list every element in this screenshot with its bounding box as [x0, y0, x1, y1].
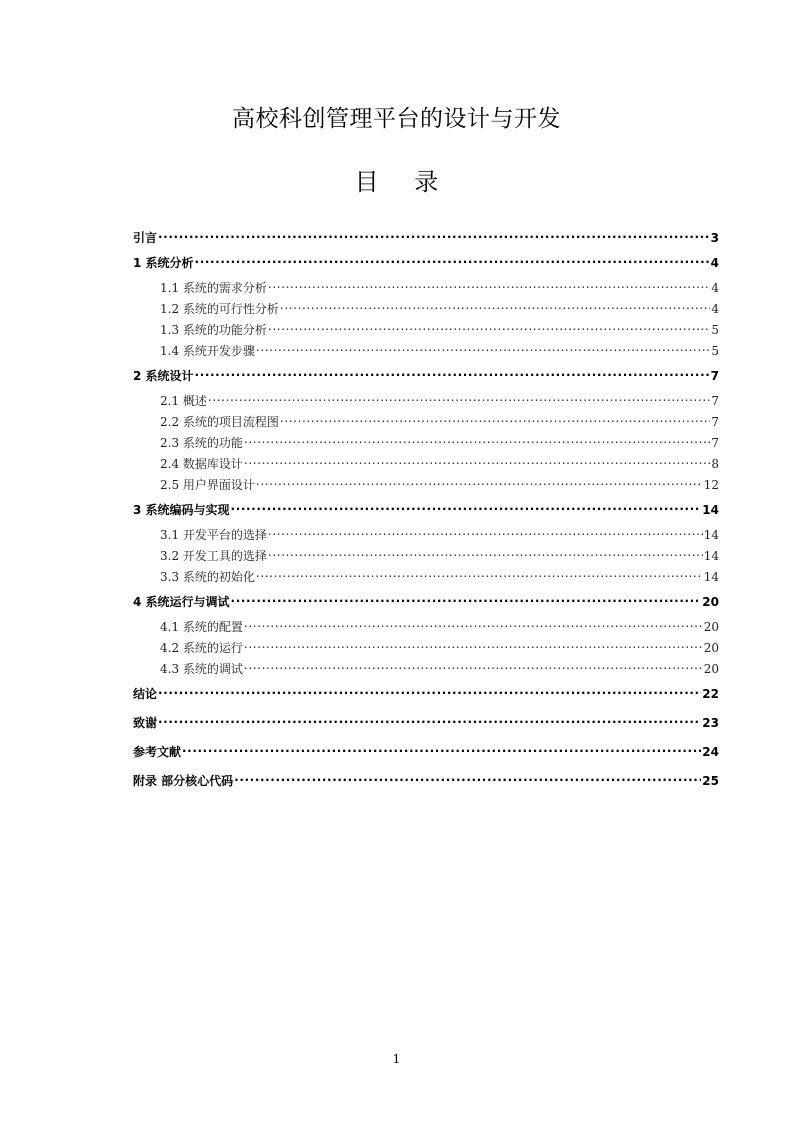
toc-entry-label: 1.2 系统的可行性分析: [160, 302, 279, 316]
toc-entry-label: 3.1 开发平台的选择: [160, 528, 267, 542]
toc-entry-label: 1.3 系统的功能分析: [160, 323, 267, 337]
toc-entry-label: 2.4 数据库设计: [160, 457, 243, 471]
toc-leader-dots: [244, 636, 703, 652]
toc-entry-page: 20: [702, 595, 719, 609]
toc-entry-page: 5: [711, 344, 719, 358]
toc-entry-appendix[interactable]: [133, 769, 719, 788]
toc-entry-page: 22: [702, 687, 719, 701]
toc-leader-dots: [158, 226, 710, 242]
toc-entry-3-1[interactable]: [133, 523, 719, 542]
toc-leader-dots: [208, 389, 710, 405]
toc-entry-label: 2.5 用户界面设计: [160, 478, 255, 492]
toc-entry-conclusion[interactable]: [133, 682, 719, 701]
toc-entry-page: 4: [711, 302, 719, 316]
toc-entry-1-2[interactable]: [133, 297, 719, 316]
toc-leader-dots: [268, 276, 710, 292]
toc-entry-label: 3.2 开发工具的选择: [160, 549, 267, 563]
toc-entry-label: 1.4 系统开发步骤: [160, 344, 255, 358]
toc-leader-dots: [256, 339, 710, 355]
toc-entry-page: 12: [703, 478, 719, 492]
toc-entry-acknowledgements[interactable]: [133, 711, 719, 730]
toc-leader-dots: [158, 682, 701, 698]
page-number: 1: [392, 1052, 401, 1066]
toc-entry-page: 5: [711, 323, 719, 337]
toc-entry-label: 2.2 系统的项目流程图: [160, 415, 279, 429]
toc-leader-dots: [244, 615, 703, 631]
toc-entry-label: 结论: [133, 687, 158, 701]
toc-entry-page: 7: [710, 369, 719, 383]
toc-leader-dots: [195, 251, 710, 267]
toc-entry-2-3[interactable]: [133, 431, 719, 450]
toc-leader-dots: [268, 318, 710, 334]
toc-entry-3-2[interactable]: [133, 544, 719, 563]
toc-entry-1-3[interactable]: [133, 318, 719, 337]
toc-entry-page: 4: [710, 256, 719, 270]
toc-entry-page: 4: [711, 281, 719, 295]
toc-entry-label: 引言: [133, 231, 158, 245]
toc-entry-chapter-4[interactable]: [133, 590, 719, 609]
toc-entry-page: 7: [711, 394, 719, 408]
toc-leader-dots: [268, 523, 703, 539]
toc-entry-page: 25: [702, 774, 719, 788]
toc-entry-label: 4 系统运行与调试: [133, 595, 230, 609]
toc-entry-label: 4.2 系统的运行: [160, 641, 243, 655]
toc-leader-dots: [195, 364, 710, 380]
toc-leader-dots: [244, 657, 703, 673]
toc-entry-page: 23: [702, 716, 719, 730]
toc-entry-1-1[interactable]: [133, 276, 719, 295]
toc-leader-dots: [268, 544, 703, 560]
toc-entry-intro[interactable]: [133, 226, 719, 245]
toc-entry-4-2[interactable]: [133, 636, 719, 655]
toc-leader-dots: [244, 452, 710, 468]
document-title: 高校科创管理平台的设计与开发: [232, 106, 561, 132]
toc-entry-chapter-3[interactable]: [133, 498, 719, 517]
toc-entry-label: 2 系统设计: [133, 369, 194, 383]
toc-leader-dots: [280, 297, 710, 313]
toc-entry-references[interactable]: [133, 740, 719, 759]
toc-leader-dots: [158, 711, 701, 727]
toc-entry-page: 20: [703, 620, 719, 634]
toc-heading: 目 录: [354, 168, 453, 196]
toc-leader-dots: [256, 473, 703, 489]
toc-entry-chapter-2[interactable]: [133, 364, 719, 383]
toc-leader-dots: [231, 590, 702, 606]
toc-entry-label: 4.1 系统的配置: [160, 620, 243, 634]
toc-leader-dots: [234, 769, 701, 785]
toc-entry-2-1[interactable]: [133, 389, 719, 408]
toc-entry-page: 24: [702, 745, 719, 759]
toc-entry-page: 14: [703, 528, 719, 542]
table-of-contents: [133, 226, 719, 788]
toc-entry-chapter-1[interactable]: [133, 251, 719, 270]
toc-entry-label: 3.3 系统的初始化: [160, 570, 255, 584]
toc-entry-page: 14: [702, 503, 719, 517]
toc-entry-page: 7: [711, 415, 719, 429]
toc-entry-label: 致谢: [133, 716, 158, 730]
toc-entry-page: 20: [703, 662, 719, 676]
toc-leader-dots: [244, 431, 710, 447]
toc-entry-2-5[interactable]: [133, 473, 719, 492]
toc-entry-2-2[interactable]: [133, 410, 719, 429]
toc-entry-label: 3 系统编码与实现: [133, 503, 230, 517]
toc-leader-dots: [280, 410, 710, 426]
toc-entry-label: 1.1 系统的需求分析: [160, 281, 267, 295]
toc-entry-label: 1 系统分析: [133, 256, 194, 270]
toc-entry-page: 14: [703, 570, 719, 584]
toc-entry-3-3[interactable]: [133, 565, 719, 584]
toc-entry-page: 7: [711, 436, 719, 450]
toc-entry-2-4[interactable]: [133, 452, 719, 471]
toc-entry-page: 8: [711, 457, 719, 471]
toc-entry-4-3[interactable]: [133, 657, 719, 676]
toc-entry-label: 参考文献: [133, 745, 182, 759]
toc-entry-label: 2.3 系统的功能: [160, 436, 243, 450]
toc-entry-label: 4.3 系统的调试: [160, 662, 243, 676]
toc-entry-4-1[interactable]: [133, 615, 719, 634]
toc-entry-page: 3: [710, 231, 719, 245]
toc-entry-label: 2.1 概述: [160, 394, 207, 408]
toc-entry-label: 附录 部分核心代码: [133, 774, 234, 788]
toc-entry-page: 20: [703, 641, 719, 655]
toc-leader-dots: [231, 498, 702, 514]
toc-entry-1-4[interactable]: [133, 339, 719, 358]
toc-leader-dots: [256, 565, 703, 581]
toc-leader-dots: [182, 740, 701, 756]
toc-entry-page: 14: [703, 549, 719, 563]
